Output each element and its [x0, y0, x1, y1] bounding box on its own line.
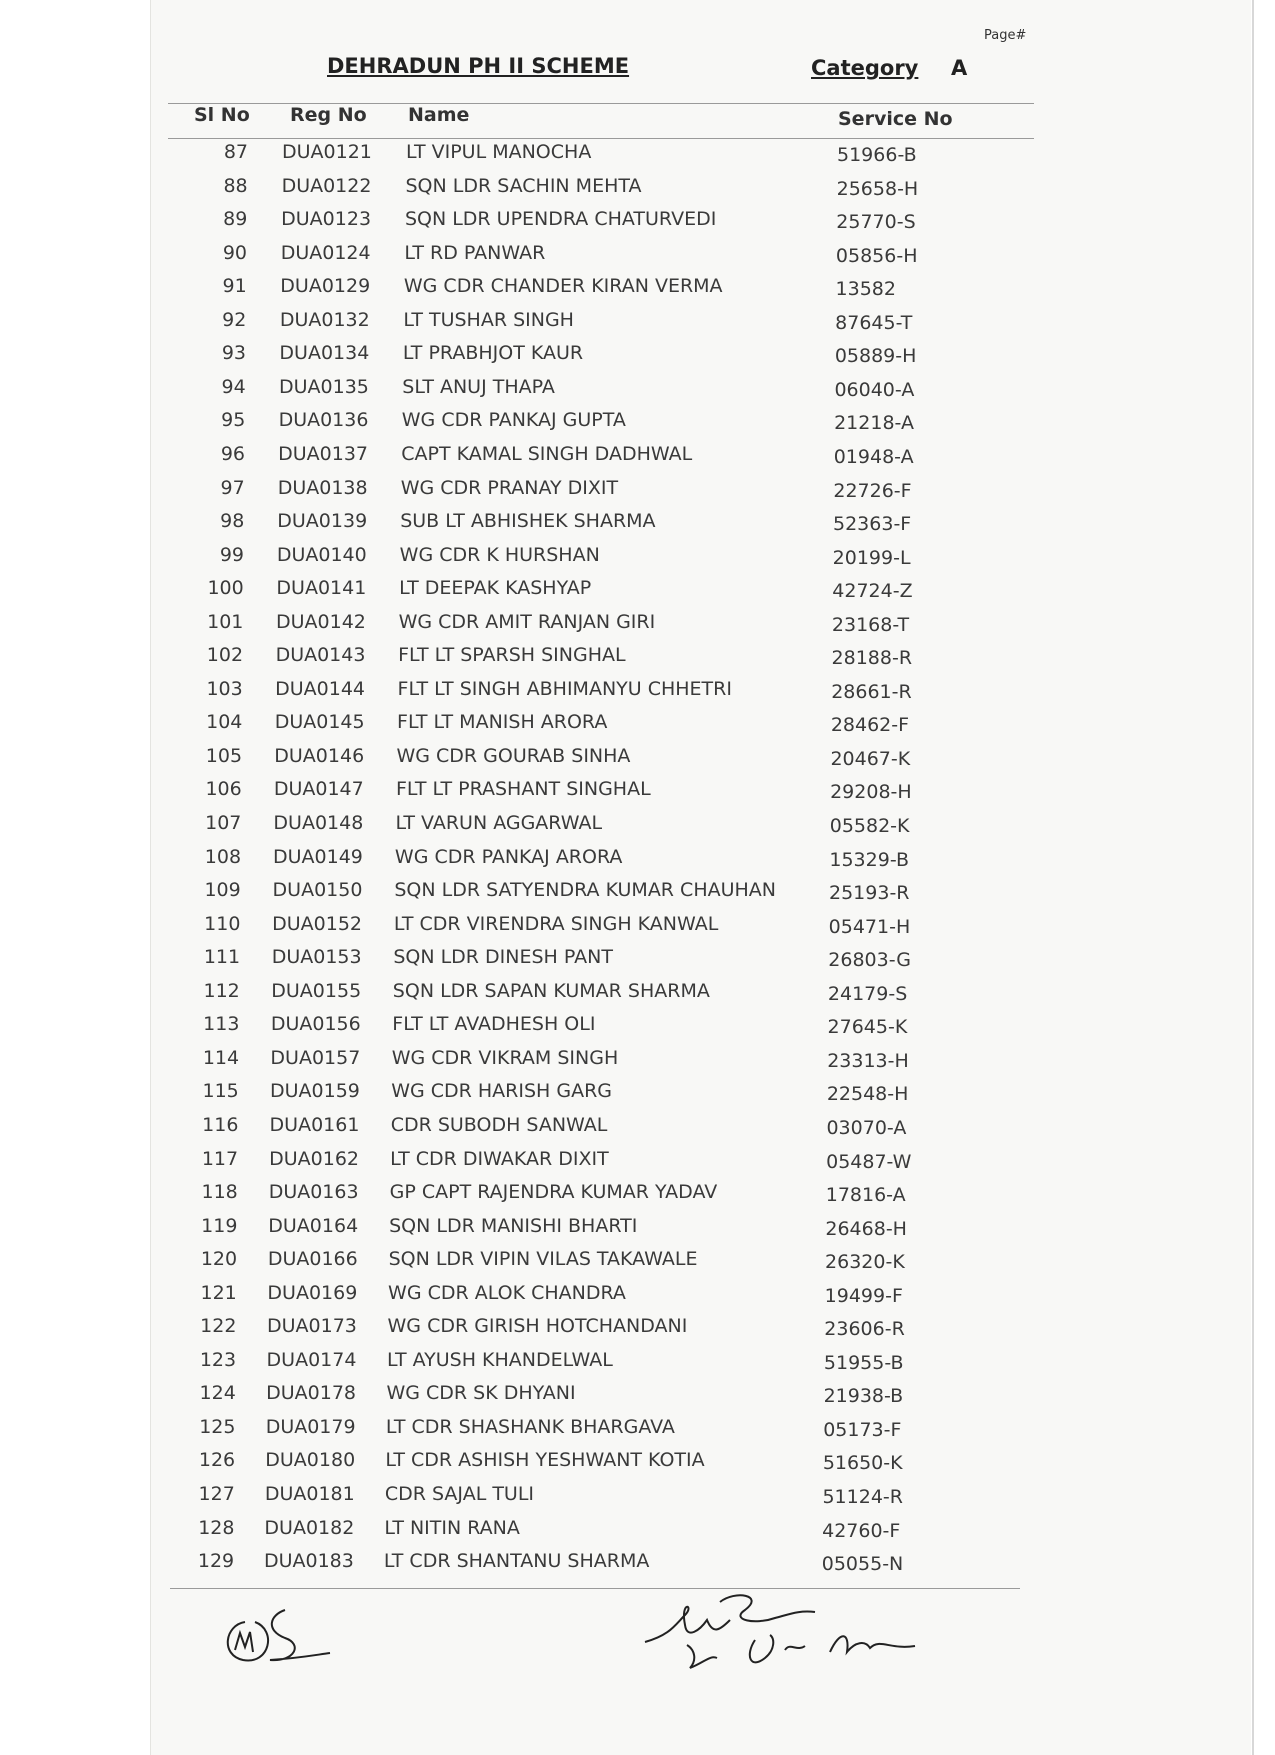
cell-sl-no: 92	[222, 308, 247, 331]
cell-sl-no: 111	[203, 946, 241, 969]
cell-sl-no: 91	[222, 275, 247, 298]
cell-reg-no: DUA0182	[264, 1516, 355, 1539]
cell-service-no: 29208-H	[830, 781, 912, 804]
table-row	[0, 745, 1275, 775]
cell-service-no: 87645-T	[835, 311, 913, 334]
cell-reg-no: DUA0132	[279, 308, 370, 331]
cell-name: LT TUSHAR SINGH	[403, 308, 574, 331]
cell-sl-no: 112	[203, 979, 240, 1002]
cell-sl-no: 94	[221, 375, 246, 398]
cell-name: LT VARUN AGGARWAL	[395, 812, 603, 834]
cell-service-no: 17816-A	[825, 1184, 906, 1207]
cell-sl-no: 96	[220, 442, 246, 465]
cell-sl-no: 106	[205, 778, 242, 801]
cell-sl-no: 125	[199, 1415, 236, 1438]
cell-reg-no: DUA0121	[282, 141, 372, 163]
table-row	[0, 1114, 1275, 1144]
cell-service-no: 28462-F	[830, 714, 910, 737]
cell-name: WG CDR GIRISH HOTCHANDANI	[387, 1315, 688, 1338]
cell-reg-no: DUA0135	[278, 375, 369, 398]
cell-name: LT VIPUL MANOCHA	[406, 141, 592, 163]
table-row	[0, 477, 1275, 507]
cell-name: WG CDR ALOK CHANDRA	[388, 1281, 626, 1304]
cell-service-no: 05055-N	[821, 1553, 904, 1576]
cell-service-no: 26320-K	[825, 1251, 905, 1274]
table-row	[0, 342, 1275, 372]
cell-name: SQN LDR MANISHI BHARTI	[389, 1214, 638, 1237]
cell-sl-no: 88	[223, 174, 248, 197]
cell-reg-no: DUA0164	[268, 1214, 359, 1237]
cell-reg-no: DUA0124	[280, 241, 371, 264]
cell-service-no: 26803-G	[828, 949, 911, 972]
cell-sl-no: 116	[202, 1113, 239, 1136]
cell-reg-no: DUA0140	[276, 543, 367, 566]
cell-sl-no: 93	[221, 342, 247, 365]
table-row	[0, 846, 1275, 876]
cell-name: CDR SAJAL TULI	[384, 1483, 535, 1505]
table-row	[0, 1148, 1275, 1178]
cell-reg-no: DUA0145	[274, 711, 365, 734]
cell-service-no: 05173-F	[823, 1418, 902, 1441]
cell-name: WG CDR AMIT RANJAN GIRI	[398, 610, 656, 633]
cell-reg-no: DUA0134	[279, 342, 370, 365]
table-row	[0, 577, 1275, 607]
cell-name: LT CDR ASHISH YESHWANT KOTIA	[385, 1449, 705, 1472]
cell-reg-no: DUA0173	[266, 1315, 357, 1338]
page-number-label: Page#	[984, 28, 1027, 43]
cell-sl-no: 115	[202, 1080, 239, 1103]
cell-sl-no: 110	[204, 912, 241, 935]
cell-service-no: 22726-F	[833, 479, 912, 502]
cell-reg-no: DUA0122	[281, 174, 372, 197]
cell-sl-no: 90	[222, 241, 247, 264]
table-row	[0, 644, 1275, 674]
table-row	[0, 946, 1275, 976]
cell-reg-no: DUA0174	[266, 1348, 357, 1371]
table-row	[0, 879, 1275, 909]
cell-sl-no: 124	[199, 1382, 236, 1405]
cell-name: CAPT KAMAL SINGH DADHWAL	[401, 442, 693, 465]
table-row	[0, 913, 1275, 943]
table-row	[0, 275, 1275, 305]
cell-reg-no: DUA0123	[281, 208, 372, 231]
cell-sl-no: 89	[223, 208, 248, 231]
cell-sl-no: 98	[220, 510, 245, 533]
cell-sl-no: 104	[206, 711, 243, 734]
cell-service-no: 25193-R	[829, 882, 910, 905]
cell-name: SQN LDR VIPIN VILAS TAKAWALE	[388, 1248, 698, 1271]
cell-name: LT NITIN RANA	[384, 1516, 520, 1539]
table-row	[0, 1013, 1275, 1043]
cell-sl-no: 105	[205, 744, 243, 767]
cell-service-no: 24179-S	[827, 982, 908, 1005]
cell-reg-no: DUA0178	[266, 1382, 357, 1405]
cell-reg-no: DUA0157	[270, 1046, 361, 1069]
cell-reg-no: DUA0139	[277, 510, 368, 533]
cell-service-no: 21218-A	[834, 412, 914, 435]
cell-name: SLT ANUJ THAPA	[402, 375, 555, 398]
cell-reg-no: DUA0138	[277, 476, 368, 499]
table-row	[0, 443, 1275, 473]
column-header-service-no: Service No	[838, 108, 953, 130]
cell-sl-no: 122	[200, 1315, 237, 1338]
table-row	[0, 1517, 1275, 1547]
cell-sl-no: 87	[223, 141, 248, 163]
table-row	[0, 1349, 1275, 1379]
cell-name: WG CDR K HURSHAN	[399, 543, 600, 566]
cell-service-no: 27645-K	[827, 1016, 908, 1039]
table-row	[0, 1080, 1275, 1110]
cell-name: LT CDR SHASHANK BHARGAVA	[385, 1415, 675, 1438]
table-row	[0, 1416, 1275, 1446]
cell-reg-no: DUA0143	[275, 644, 366, 667]
cell-name: LT AYUSH KHANDELWAL	[386, 1348, 613, 1371]
cell-service-no: 23606-R	[824, 1318, 905, 1341]
cell-sl-no: 121	[200, 1281, 237, 1304]
table-row	[0, 1449, 1275, 1479]
table-row	[0, 376, 1275, 406]
cell-service-no: 23168-T	[831, 613, 910, 636]
table-row	[0, 1483, 1275, 1513]
table-row	[0, 510, 1275, 540]
cell-name: LT PRABHJOT KAUR	[402, 342, 584, 365]
cell-name: WG CDR PANKAJ ARORA	[394, 845, 623, 868]
cell-reg-no: DUA0150	[272, 879, 363, 902]
cell-name: LT CDR SHANTANU SHARMA	[383, 1550, 650, 1573]
cell-service-no: 06040-A	[834, 378, 915, 401]
cell-reg-no: DUA0180	[265, 1449, 356, 1472]
cell-reg-no: DUA0141	[276, 577, 367, 600]
cell-service-no: 13582	[835, 278, 896, 301]
cell-name: WG CDR SK DHYANI	[386, 1382, 576, 1405]
table-row	[0, 242, 1275, 272]
cell-service-no: 42724-Z	[832, 580, 913, 603]
cell-service-no: 23313-H	[827, 1049, 909, 1072]
cell-sl-no: 102	[206, 644, 244, 667]
cell-service-no: 15329-B	[829, 848, 910, 871]
cell-service-no: 28661-R	[831, 680, 912, 703]
cell-service-no: 05856-H	[835, 244, 918, 267]
cell-sl-no: 100	[207, 577, 244, 600]
table-row	[0, 678, 1275, 708]
cell-reg-no: DUA0129	[280, 275, 371, 298]
cell-name: SQN LDR SATYENDRA KUMAR CHAUHAN	[394, 879, 777, 902]
cell-name: FLT LT SPARSH SINGHAL	[398, 644, 626, 667]
cell-reg-no: DUA0179	[265, 1415, 356, 1438]
cell-reg-no: DUA0159	[269, 1080, 360, 1103]
cell-name: WG CDR PRANAY DIXIT	[400, 476, 619, 499]
cell-reg-no: DUA0161	[269, 1113, 360, 1136]
cell-service-no: 05582-K	[829, 815, 910, 837]
table-row	[0, 1215, 1275, 1245]
cell-name: WG CDR GOURAB SINHA	[396, 744, 631, 767]
cell-sl-no: 109	[204, 879, 241, 902]
table-row	[0, 1282, 1275, 1312]
table-row	[0, 1550, 1275, 1580]
cell-service-no: 28188-R	[831, 647, 913, 670]
cell-reg-no: DUA0166	[267, 1248, 358, 1271]
cell-name: GP CAPT RAJENDRA KUMAR YADAV	[389, 1181, 718, 1204]
table-row	[0, 1181, 1275, 1211]
cell-name: SQN LDR SAPAN KUMAR SHARMA	[392, 979, 710, 1002]
cell-service-no: 51124-R	[822, 1486, 903, 1508]
cell-sl-no: 114	[202, 1046, 240, 1069]
cell-sl-no: 119	[201, 1214, 238, 1237]
cell-sl-no: 118	[201, 1181, 238, 1204]
cell-sl-no: 99	[219, 543, 245, 566]
table-row	[0, 711, 1275, 741]
table-row	[0, 1047, 1275, 1077]
cell-name: CDR SUBODH SANWAL	[390, 1113, 608, 1136]
cell-service-no: 22548-H	[826, 1083, 909, 1106]
cell-reg-no: DUA0156	[270, 1013, 361, 1036]
cell-sl-no: 107	[205, 812, 242, 834]
cell-name: WG CDR HARISH GARG	[391, 1080, 613, 1103]
cell-service-no: 51966-B	[837, 144, 917, 166]
cell-reg-no: DUA0149	[272, 845, 363, 868]
cell-service-no: 51650-K	[822, 1452, 903, 1475]
table-row	[0, 812, 1275, 842]
cell-reg-no: DUA0155	[271, 979, 362, 1002]
column-header-sl-no: Sl No	[194, 104, 250, 126]
cell-reg-no: DUA0147	[273, 778, 364, 801]
column-header-name: Name	[408, 104, 470, 126]
cell-reg-no: DUA0181	[264, 1483, 355, 1505]
cell-sl-no: 97	[220, 476, 245, 499]
cell-sl-no: 108	[204, 845, 242, 868]
category-label: Category	[811, 56, 919, 80]
cell-sl-no: 123	[199, 1348, 237, 1371]
cell-reg-no: DUA0144	[275, 677, 366, 700]
cell-service-no: 20467-K	[830, 747, 911, 770]
cell-service-no: 26468-H	[825, 1217, 907, 1240]
cell-name: FLT LT PRASHANT SINGHAL	[395, 778, 651, 801]
cell-name: LT RD PANWAR	[404, 241, 546, 264]
cell-sl-no: 129	[197, 1550, 235, 1573]
table-row	[0, 1248, 1275, 1278]
table-row	[0, 141, 1275, 171]
cell-reg-no: DUA0162	[269, 1147, 360, 1170]
cell-service-no: 03070-A	[826, 1116, 907, 1139]
cell-service-no: 25770-S	[836, 211, 916, 234]
initials-signature-mark	[215, 1600, 335, 1675]
cell-reg-no: DUA0142	[275, 610, 366, 633]
cell-service-no: 19499-F	[824, 1284, 903, 1307]
cell-name: SUB LT ABHISHEK SHARMA	[400, 510, 656, 533]
table-row	[0, 611, 1275, 641]
document-title: DEHRADUN PH II SCHEME	[327, 54, 630, 78]
cell-reg-no: DUA0169	[267, 1281, 358, 1304]
table-row	[0, 309, 1275, 339]
cell-name: FLT LT SINGH ABHIMANYU CHHETRI	[397, 677, 732, 700]
cell-name: FLT LT MANISH ARORA	[397, 711, 608, 734]
cell-service-no: 20199-L	[832, 546, 911, 569]
cell-sl-no: 128	[198, 1516, 235, 1539]
cell-service-no: 51955-B	[823, 1351, 904, 1374]
table-row	[0, 1382, 1275, 1412]
cell-name: LT CDR VIRENDRA SINGH KANWAL	[393, 912, 719, 935]
cell-name: LT DEEPAK KASHYAP	[399, 577, 592, 600]
cell-service-no: 05487-W	[826, 1150, 912, 1173]
cell-reg-no: DUA0152	[272, 912, 363, 935]
category-value: A	[951, 56, 968, 80]
cell-sl-no: 120	[200, 1248, 238, 1271]
cell-reg-no: DUA0163	[268, 1181, 359, 1204]
column-header-reg-no: Reg No	[290, 104, 367, 126]
cell-sl-no: 103	[206, 677, 243, 700]
cell-reg-no: DUA0136	[278, 409, 369, 432]
cell-name: WG CDR CHANDER KIRAN VERMA	[403, 275, 723, 298]
cell-reg-no: DUA0146	[274, 744, 365, 767]
table-row	[0, 544, 1275, 574]
cell-sl-no: 117	[201, 1147, 239, 1170]
table-row	[0, 175, 1275, 205]
cell-reg-no: DUA0137	[278, 442, 369, 465]
table-row	[0, 208, 1275, 238]
cell-name: FLT LT AVADHESH OLI	[392, 1013, 596, 1036]
cell-reg-no: DUA0148	[273, 812, 364, 834]
cell-service-no: 42760-F	[822, 1519, 901, 1542]
cell-service-no: 25658-H	[836, 177, 919, 200]
table-row	[0, 1315, 1275, 1345]
table-row	[0, 980, 1275, 1010]
cell-name: WG CDR PANKAJ GUPTA	[401, 409, 626, 432]
cell-name: WG CDR VIKRAM SINGH	[391, 1046, 619, 1069]
cell-name: SQN LDR UPENDRA CHATURVEDI	[404, 208, 717, 231]
cell-sl-no: 101	[207, 610, 244, 633]
cell-service-no: 05471-H	[828, 915, 911, 938]
cell-name: LT CDR DIWAKAR DIXIT	[390, 1147, 609, 1170]
officer-signature-mark	[625, 1580, 925, 1680]
cell-name: SQN LDR DINESH PANT	[393, 946, 613, 969]
header-bottom-rule	[168, 138, 1034, 139]
cell-sl-no: 95	[221, 409, 246, 432]
table-row	[0, 778, 1275, 808]
cell-reg-no: DUA0183	[263, 1550, 354, 1573]
cell-reg-no: DUA0153	[271, 946, 362, 969]
cell-service-no: 52363-F	[833, 513, 912, 536]
cell-sl-no: 113	[203, 1013, 240, 1036]
table-row	[0, 409, 1275, 439]
cell-sl-no: 126	[198, 1449, 236, 1472]
cell-sl-no: 127	[198, 1483, 235, 1505]
cell-service-no: 01948-A	[833, 445, 914, 468]
cell-service-no: 05889-H	[834, 345, 917, 368]
cell-service-no: 21938-B	[823, 1385, 904, 1408]
cell-name: SQN LDR SACHIN MEHTA	[405, 174, 642, 197]
